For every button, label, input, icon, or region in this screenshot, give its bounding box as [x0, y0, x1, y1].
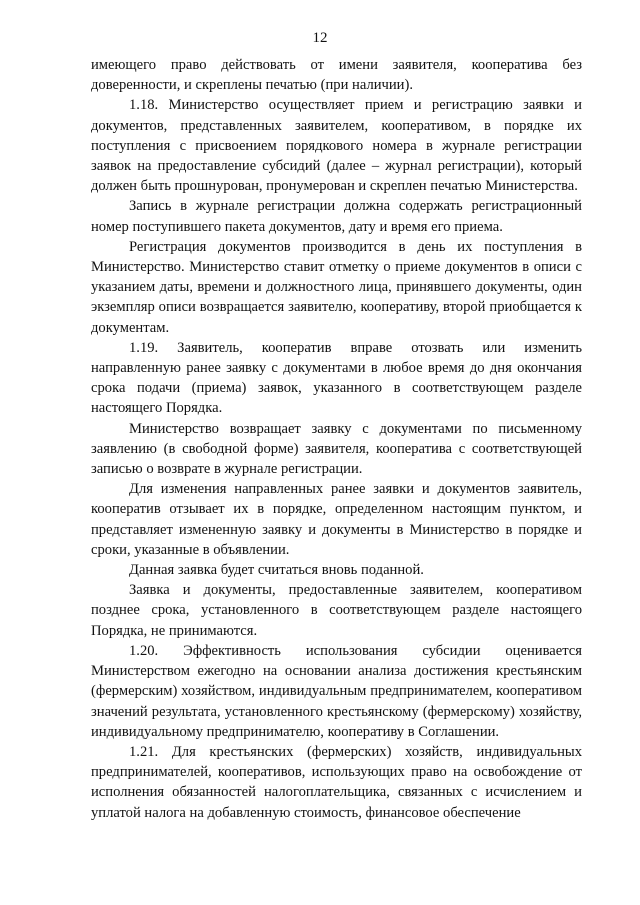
paragraph-continuation: имеющего право действовать от имени заявителя, кооператива без доверенности, и скреплены печатью (при наличии).	[91, 57, 582, 94]
paragraph-1-21-vat: 1.21. Для крестьянских (фермерских) хозяйств, индивидуальных предпринимателей, кооперативов, использующих право на освобождение от исполнения обязанностей налогоплательщика, связанных с исчислением и уплатой налога на добавленную стоимость, финансовое обеспечение	[91, 743, 582, 821]
page-number: 12	[312, 30, 328, 46]
paragraph-journal-entry: Запись в журнале регистрации должна содержать регистрационный номер поступившего пакета документов, дату и время его приема.	[91, 198, 582, 235]
paragraph-change-application: Для изменения направленных ранее заявки и документов заявитель, кооператив отзывает их в порядке, определенном настоящим пунктом, и представляет измененную заявку и документы в Министерство в порядке и сроки, указанные в объявлении.	[91, 481, 582, 558]
paragraph-1-20-efficiency: 1.20. Эффективность использования субсидии оценивается Министерством ежегодно на основании анализа достижения крестьянским (фермерским) хозяйством, индивидуальным предпринимателем, кооперативом значений результата, установленного крестьянскому (фермерскому) хозяйству, индивидуальному предпринимателю, кооперативу в Соглашении.	[91, 642, 582, 740]
paragraph-return-application: Министерство возвращает заявку с документами по письменному заявлению (в свободной форме) заявителя, кооператива с соответствующей записью о возврате в журнале регистрации.	[91, 420, 582, 478]
paragraph-document-registration: Регистрация документов производится в день их поступления в Министерство. Министерство ставит отметку о приеме документов в описи с указанием даты, времени и должностного лица, принявшего документы, один экземпляр описи возвращается заявителю, кооперативу, второй приобщается к документам.	[91, 238, 582, 336]
paragraph-1-18-registration: 1.18. Министерство осуществляет прием и регистрацию заявки и документов, представленных заявителем, кооперативом, в порядке их поступления с присвоением порядкового номера в журнале регистрации заявок на предоставление субсидий (далее – журнал регистрации), который должен быть прошнурован, пронумерован и скреплен печатью Министерства.	[91, 97, 582, 195]
document-body	[91, 55, 582, 823]
paragraph-late-submission: Заявка и документы, предоставленные заявителем, кооперативом позднее срока, установленного в соответствующем разделе настоящего Порядка, не принимаются.	[91, 582, 582, 639]
paragraph-resubmitted: Данная заявка будет считаться вновь поданной.	[129, 562, 424, 579]
paragraph-1-19-withdrawal: 1.19. Заявитель, кооператив вправе отозвать или изменить направленную ранее заявку с документами в любое время до дня окончания срока подачи (приема) заявок, указанного в соответствующем разделе настоящего Порядка.	[91, 339, 582, 417]
